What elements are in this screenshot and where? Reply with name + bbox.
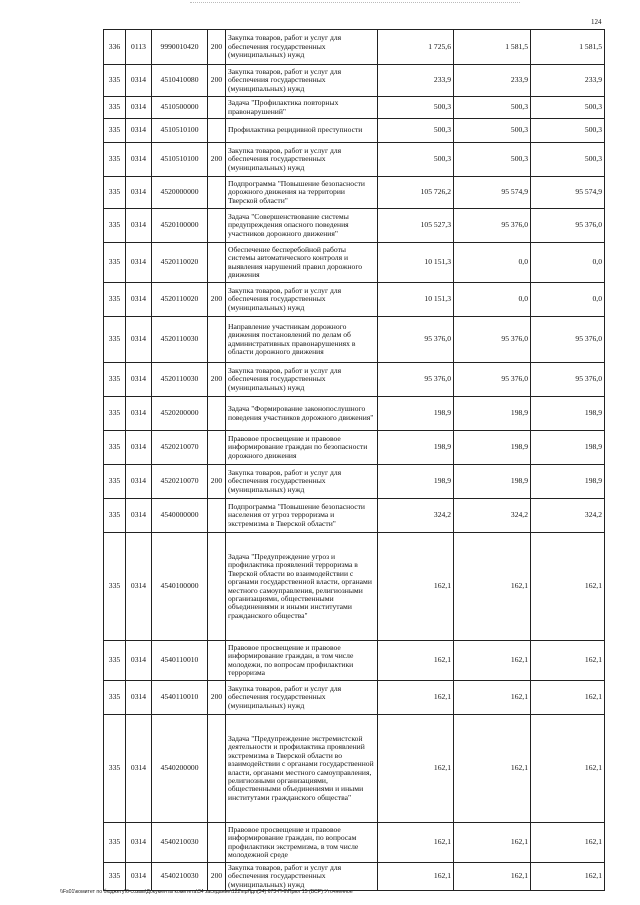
table-row xyxy=(104,499,605,533)
table-row xyxy=(104,681,605,715)
amount-year-3: 95 376,0 xyxy=(531,317,605,363)
item-name: Задача "Профилактика повторных правонарушений" xyxy=(226,97,378,119)
amount-year-3: 1 581,5 xyxy=(531,30,605,65)
amount-year-2: 162,1 xyxy=(454,681,531,715)
target-article-code: 4520110030 xyxy=(152,317,208,363)
amount-year-2: 500,3 xyxy=(454,143,531,177)
department-code: 335 xyxy=(104,431,126,465)
amount-year-1: 324,2 xyxy=(378,499,454,533)
department-code: 335 xyxy=(104,65,126,97)
amount-year-2: 198,9 xyxy=(454,431,531,465)
amount-year-1: 1 725,6 xyxy=(378,30,454,65)
table-row xyxy=(104,243,605,283)
department-code: 335 xyxy=(104,209,126,243)
item-name: Задача "Предупреждение экстремистской деятельности и профилактика проявлений экстремизма в Тверской области во взаимодействии с органами государственной власти, органами местного самоуправления, религиозными организациями, общественными объединениями и иными институтами гражданского общества" xyxy=(226,715,378,823)
table-row xyxy=(104,283,605,317)
amount-year-1: 10 151,3 xyxy=(378,243,454,283)
amount-year-3: 162,1 xyxy=(531,863,605,891)
page-number: 124 xyxy=(591,18,602,26)
expense-type-code: 200 xyxy=(208,30,226,65)
expense-type-code xyxy=(208,431,226,465)
table-row xyxy=(104,533,605,641)
item-name: Закупка товаров, работ и услуг для обеспечения государственных (муниципальных) нужд xyxy=(226,143,378,177)
table-row xyxy=(104,317,605,363)
expense-type-code xyxy=(208,641,226,681)
amount-year-2: 0,0 xyxy=(454,283,531,317)
expense-type-code: 200 xyxy=(208,863,226,891)
amount-year-1: 105 726,2 xyxy=(378,177,454,209)
section-code: 0314 xyxy=(126,499,152,533)
department-code: 335 xyxy=(104,863,126,891)
amount-year-2: 198,9 xyxy=(454,397,531,431)
item-name: Направление участникам дорожного движения постановлений по делам об административных правонарушениях в области дорожного движения xyxy=(226,317,378,363)
department-code: 336 xyxy=(104,30,126,65)
item-name: Подпрограмма "Повышение безопасности дорожного движения на территории Тверской области" xyxy=(226,177,378,209)
amount-year-3: 500,3 xyxy=(531,119,605,143)
department-code: 335 xyxy=(104,177,126,209)
department-code: 335 xyxy=(104,317,126,363)
department-code: 335 xyxy=(104,641,126,681)
table-row xyxy=(104,363,605,397)
amount-year-3: 162,1 xyxy=(531,641,605,681)
section-code: 0314 xyxy=(126,533,152,641)
amount-year-2: 162,1 xyxy=(454,641,531,681)
target-article-code: 4510510100 xyxy=(152,119,208,143)
target-article-code: 4520000000 xyxy=(152,177,208,209)
section-code: 0314 xyxy=(126,177,152,209)
item-name: Закупка товаров, работ и услуг для обеспечения государственных (муниципальных) нужд xyxy=(226,65,378,97)
amount-year-1: 233,9 xyxy=(378,65,454,97)
item-name: Подпрограмма "Повышение безопасности населения от угроз терроризма и экстремизма в Тверской области" xyxy=(226,499,378,533)
amount-year-2: 162,1 xyxy=(454,715,531,823)
expense-type-code xyxy=(208,715,226,823)
target-article-code: 4520110020 xyxy=(152,283,208,317)
item-name: Задача "Совершенствование системы предупреждения опасного поведения участников дорожного движения" xyxy=(226,209,378,243)
department-code: 335 xyxy=(104,397,126,431)
section-code: 0314 xyxy=(126,641,152,681)
target-article-code: 4520210070 xyxy=(152,431,208,465)
department-code: 335 xyxy=(104,823,126,863)
target-article-code: 4520200000 xyxy=(152,397,208,431)
table-row xyxy=(104,119,605,143)
table-row xyxy=(104,465,605,499)
amount-year-2: 198,9 xyxy=(454,465,531,499)
target-article-code: 4540210030 xyxy=(152,823,208,863)
section-code: 0113 xyxy=(126,30,152,65)
amount-year-3: 233,9 xyxy=(531,65,605,97)
amount-year-2: 95 574,9 xyxy=(454,177,531,209)
section-code: 0314 xyxy=(126,397,152,431)
target-article-code: 4520110020 xyxy=(152,243,208,283)
amount-year-2: 1 581,5 xyxy=(454,30,531,65)
section-code: 0314 xyxy=(126,119,152,143)
section-code: 0314 xyxy=(126,431,152,465)
expense-type-code xyxy=(208,499,226,533)
amount-year-3: 95 376,0 xyxy=(531,209,605,243)
table-row xyxy=(104,715,605,823)
amount-year-1: 500,3 xyxy=(378,97,454,119)
table-row xyxy=(104,209,605,243)
expense-type-code: 200 xyxy=(208,283,226,317)
target-article-code: 4510510100 xyxy=(152,143,208,177)
amount-year-2: 95 376,0 xyxy=(454,363,531,397)
section-code: 0314 xyxy=(126,465,152,499)
amount-year-3: 95 376,0 xyxy=(531,363,605,397)
budget-table xyxy=(103,29,605,891)
item-name: Задача "Предупреждение угроз и профилактика проявлений терроризма в Тверской области во взаимодействии с органами государственной власти, органами местного самоуправления, религиозными организациями, общественными объединениями и иными институтами гражданского общества" xyxy=(226,533,378,641)
item-name: Закупка товаров, работ и услуг для обеспечения государственных (муниципальных) нужд xyxy=(226,30,378,65)
amount-year-1: 105 527,3 xyxy=(378,209,454,243)
department-code: 335 xyxy=(104,465,126,499)
target-article-code: 4540000000 xyxy=(152,499,208,533)
expense-type-code: 200 xyxy=(208,65,226,97)
target-article-code: 4510500000 xyxy=(152,97,208,119)
amount-year-1: 162,1 xyxy=(378,863,454,891)
item-name: Закупка товаров, работ и услуг для обеспечения государственных (муниципальных) нужд xyxy=(226,465,378,499)
section-code: 0314 xyxy=(126,209,152,243)
amount-year-1: 500,3 xyxy=(378,143,454,177)
item-name: Правовое просвещение и правовое информирование граждан по безопасности дорожного движения xyxy=(226,431,378,465)
expense-type-code xyxy=(208,177,226,209)
amount-year-3: 324,2 xyxy=(531,499,605,533)
expense-type-code xyxy=(208,209,226,243)
target-article-code: 4540110010 xyxy=(152,681,208,715)
department-code: 335 xyxy=(104,283,126,317)
section-code: 0314 xyxy=(126,863,152,891)
amount-year-2: 0,0 xyxy=(454,243,531,283)
amount-year-2: 233,9 xyxy=(454,65,531,97)
department-code: 335 xyxy=(104,97,126,119)
expense-type-code: 200 xyxy=(208,465,226,499)
amount-year-3: 0,0 xyxy=(531,283,605,317)
target-article-code: 4520210070 xyxy=(152,465,208,499)
target-article-code: 4520110030 xyxy=(152,363,208,397)
amount-year-1: 198,9 xyxy=(378,397,454,431)
department-code: 335 xyxy=(104,243,126,283)
scan-artifact-line xyxy=(190,2,520,7)
expense-type-code xyxy=(208,243,226,283)
department-code: 335 xyxy=(104,681,126,715)
amount-year-1: 162,1 xyxy=(378,715,454,823)
target-article-code: 4520100000 xyxy=(152,209,208,243)
amount-year-3: 500,3 xyxy=(531,143,605,177)
department-code: 335 xyxy=(104,533,126,641)
item-name: Закупка товаров, работ и услуг для обеспечения государственных (муниципальных) нужд xyxy=(226,363,378,397)
table-row xyxy=(104,397,605,431)
amount-year-1: 198,9 xyxy=(378,465,454,499)
amount-year-2: 95 376,0 xyxy=(454,209,531,243)
item-name: Обеспечение бесперебойной работы системы автоматического контроля и выявления нарушений правил дорожного движения xyxy=(226,243,378,283)
expense-type-code xyxy=(208,97,226,119)
amount-year-3: 162,1 xyxy=(531,823,605,863)
amount-year-1: 500,3 xyxy=(378,119,454,143)
item-name: Закупка товаров, работ и услуг для обеспечения государственных (муниципальных) нужд xyxy=(226,283,378,317)
section-code: 0314 xyxy=(126,681,152,715)
table-row xyxy=(104,65,605,97)
amount-year-2: 95 376,0 xyxy=(454,317,531,363)
amount-year-3: 95 574,9 xyxy=(531,177,605,209)
target-article-code: 4540100000 xyxy=(152,533,208,641)
footer-file-path: \\Fs01\комитет по бюджету\6-созыв\Документы комитета\34 заседание\122\прЛдл(34) 673-П-6\Прил 15 (ВСР) Уточненное xyxy=(60,889,353,895)
amount-year-3: 162,1 xyxy=(531,715,605,823)
amount-year-3: 162,1 xyxy=(531,681,605,715)
amount-year-3: 500,3 xyxy=(531,97,605,119)
expense-type-code xyxy=(208,823,226,863)
table-row xyxy=(104,143,605,177)
target-article-code: 4510410080 xyxy=(152,65,208,97)
expense-type-code xyxy=(208,119,226,143)
amount-year-3: 0,0 xyxy=(531,243,605,283)
section-code: 0314 xyxy=(126,65,152,97)
department-code: 335 xyxy=(104,363,126,397)
item-name: Закупка товаров, работ и услуг для обеспечения государственных (муниципальных) нужд xyxy=(226,863,378,891)
section-code: 0314 xyxy=(126,317,152,363)
amount-year-2: 500,3 xyxy=(454,97,531,119)
item-name: Задача "Формирование законопослушного поведения участников дорожного движения" xyxy=(226,397,378,431)
department-code: 335 xyxy=(104,143,126,177)
item-name: Профилактика рецидивной преступности xyxy=(226,119,378,143)
section-code: 0314 xyxy=(126,715,152,823)
table-row xyxy=(104,863,605,891)
amount-year-1: 95 376,0 xyxy=(378,317,454,363)
section-code: 0314 xyxy=(126,363,152,397)
expense-type-code: 200 xyxy=(208,681,226,715)
target-article-code: 4540200000 xyxy=(152,715,208,823)
target-article-code: 9990010420 xyxy=(152,30,208,65)
table-row xyxy=(104,823,605,863)
amount-year-1: 162,1 xyxy=(378,641,454,681)
amount-year-2: 162,1 xyxy=(454,823,531,863)
amount-year-1: 162,1 xyxy=(378,823,454,863)
item-name: Правовое просвещение и правовое информирование граждан, по вопросам профилактики экстремизма, в том числе молодежной среде xyxy=(226,823,378,863)
expense-type-code: 200 xyxy=(208,363,226,397)
amount-year-1: 162,1 xyxy=(378,533,454,641)
section-code: 0314 xyxy=(126,97,152,119)
table-row xyxy=(104,30,605,65)
section-code: 0314 xyxy=(126,283,152,317)
expense-type-code xyxy=(208,317,226,363)
department-code: 335 xyxy=(104,119,126,143)
expense-type-code xyxy=(208,533,226,641)
section-code: 0314 xyxy=(126,143,152,177)
department-code: 335 xyxy=(104,499,126,533)
amount-year-1: 162,1 xyxy=(378,681,454,715)
amount-year-2: 324,2 xyxy=(454,499,531,533)
table-row xyxy=(104,177,605,209)
item-name: Закупка товаров, работ и услуг для обеспечения государственных (муниципальных) нужд xyxy=(226,681,378,715)
target-article-code: 4540210030 xyxy=(152,863,208,891)
amount-year-1: 198,9 xyxy=(378,431,454,465)
amount-year-1: 10 151,3 xyxy=(378,283,454,317)
amount-year-1: 95 376,0 xyxy=(378,363,454,397)
department-code: 335 xyxy=(104,715,126,823)
amount-year-3: 198,9 xyxy=(531,465,605,499)
expense-type-code xyxy=(208,397,226,431)
table-row xyxy=(104,641,605,681)
table-row xyxy=(104,431,605,465)
section-code: 0314 xyxy=(126,823,152,863)
section-code: 0314 xyxy=(126,243,152,283)
amount-year-2: 162,1 xyxy=(454,533,531,641)
amount-year-3: 162,1 xyxy=(531,533,605,641)
expense-type-code: 200 xyxy=(208,143,226,177)
amount-year-2: 500,3 xyxy=(454,119,531,143)
item-name: Правовое просвещение и правовое информирование граждан, в том числе молодежи, по вопросам профилактики терроризма xyxy=(226,641,378,681)
amount-year-3: 198,9 xyxy=(531,431,605,465)
table-row xyxy=(104,97,605,119)
amount-year-2: 162,1 xyxy=(454,863,531,891)
target-article-code: 4540110010 xyxy=(152,641,208,681)
amount-year-3: 198,9 xyxy=(531,397,605,431)
